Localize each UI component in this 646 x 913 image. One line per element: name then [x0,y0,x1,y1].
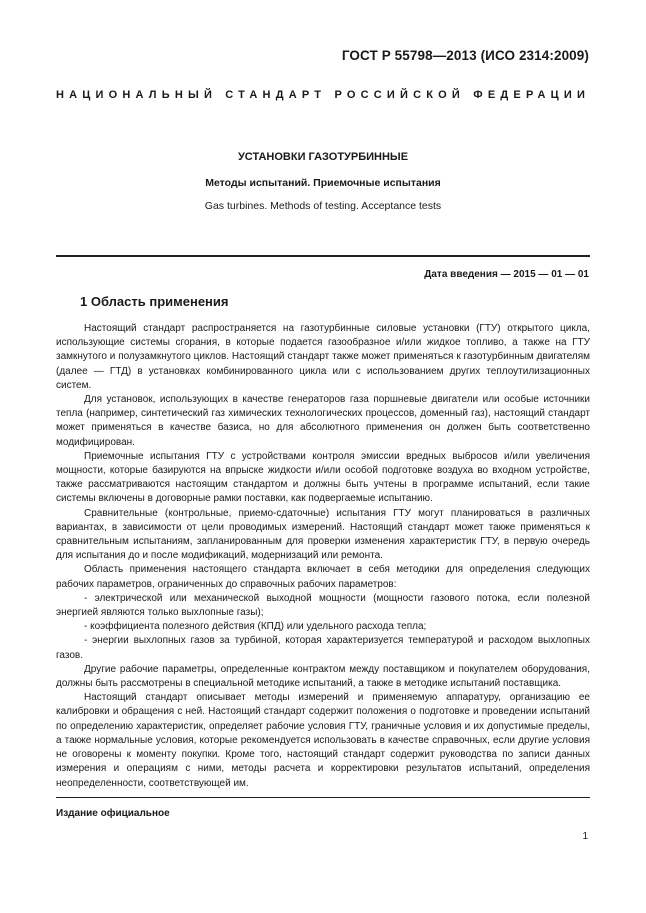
list-item: - электрической или механической выходной мощности (мощности газового потока, если полезной энергией являются только выхлопные газы); [56,592,590,619]
introduction-date: Дата введения — 2015 — 01 — 01 [424,269,589,280]
document-title-english: Gas turbines. Methods of testing. Acceptance tests [204,200,442,212]
paragraph: Другие рабочие параметры, определенные контрактом между поставщиком и покупателем оборудования, должны быть рассмотрены в специальной методике испытаний, а также в методике испытаний поставщика. [56,663,590,690]
footer-divider [56,797,590,798]
national-standard-banner: НАЦИОНАЛЬНЫЙ СТАНДАРТ РОССИЙСКОЙ ФЕДЕРАЦИИ [56,89,591,101]
paragraph: Приемочные испытания ГТУ с устройствами контроля эмиссии вредных выбросов и/или увеличения мощности, которые базируются на впрыске жидкости и/или особой подготовке воздуха во входном устройстве, также рассматриваются настоящим стандартом и должны быть учтены в программе испытаний, если такие системы включены в договорные рамки поставки, как подвергаемые испытанию. [56,450,590,505]
list-item: - коэффициента полезного действия (КПД) или удельного расхода тепла; [84,621,427,633]
list-item: - энергии выхлопных газов за турбиной, которая характеризуется температурой и расходом выхлопных газов. [56,635,590,661]
paragraph: Настоящий стандарт распространяется на газотурбинные силовые установки (ГТУ) открытого цикла, использующие системы сгорания, в которые подается газообразное и/или жидкое топливо, а также на ГТУ замкнутого и полузамкнутого циклов. Настоящий стандарт также может применяться к газотурбинным двигателям (далее — ГТД) в установках комбинированного цикла или с использованием других теплоутилизационных систем. [56,323,590,391]
section-heading: 1 Область применения [80,294,229,309]
title-block [56,151,590,212]
document-title: УСТАНОВКИ ГАЗОТУРБИННЫЕ [237,151,409,163]
official-edition-label: Издание официальное [56,808,170,819]
document-number: ГОСТ Р 55798—2013 (ИСО 2314:2009) [341,48,589,63]
section-body [56,322,590,791]
document-subtitle: Методы испытаний. Приемочные испытания [205,177,441,189]
page-number: 1 [582,831,588,842]
paragraph: Сравнительные (контрольные, приемо-сдаточные) испытания ГТУ могут планироваться в различных вариантах, в зависимости от цели проводимых измерений. Настоящий стандарт может также применяться к сравнительным испытаниям, запланированным для проверки изменения характеристик ГТУ, в первую очередь для испытания до и после модификаций, модернизаций или ремонта. [56,507,590,562]
paragraph: Настоящий стандарт описывает методы измерений и применяемую аппаратуру, организацию ее калибровки и обращения с ней. Настоящий стандарт содержит положения о подготовке и проведении испытаний по определению характеристик, определяет рабочие условия ГТУ, граничные условия и их допустимые пределы, а также нормальные условия, которые рекомендуется использовать в качестве справочных, если другие условия не оговорены к моменту покупки. Кроме того, настоящий стандарт содержит руководства по записи данных измерения и операциям с ними, методы расчета и корректировки результатов испытаний, определения неопределенности, соответствующей им. [56,692,590,789]
paragraph: Для установок, использующих в качестве генераторов газа поршневые двигатели или особые источники тепла (например, синтетический газ химических технологических процессов, доменный газ), настоящий стандарт может применяться в качестве базиса, но для абсолютного применения он должен быть соответственно модифицирован. [56,394,590,448]
paragraph: Область применения настоящего стандарта включает в себя методики для определения следующих рабочих параметров, ограниченных до справочных рабочих параметров: [56,564,590,590]
header-divider [56,255,590,257]
